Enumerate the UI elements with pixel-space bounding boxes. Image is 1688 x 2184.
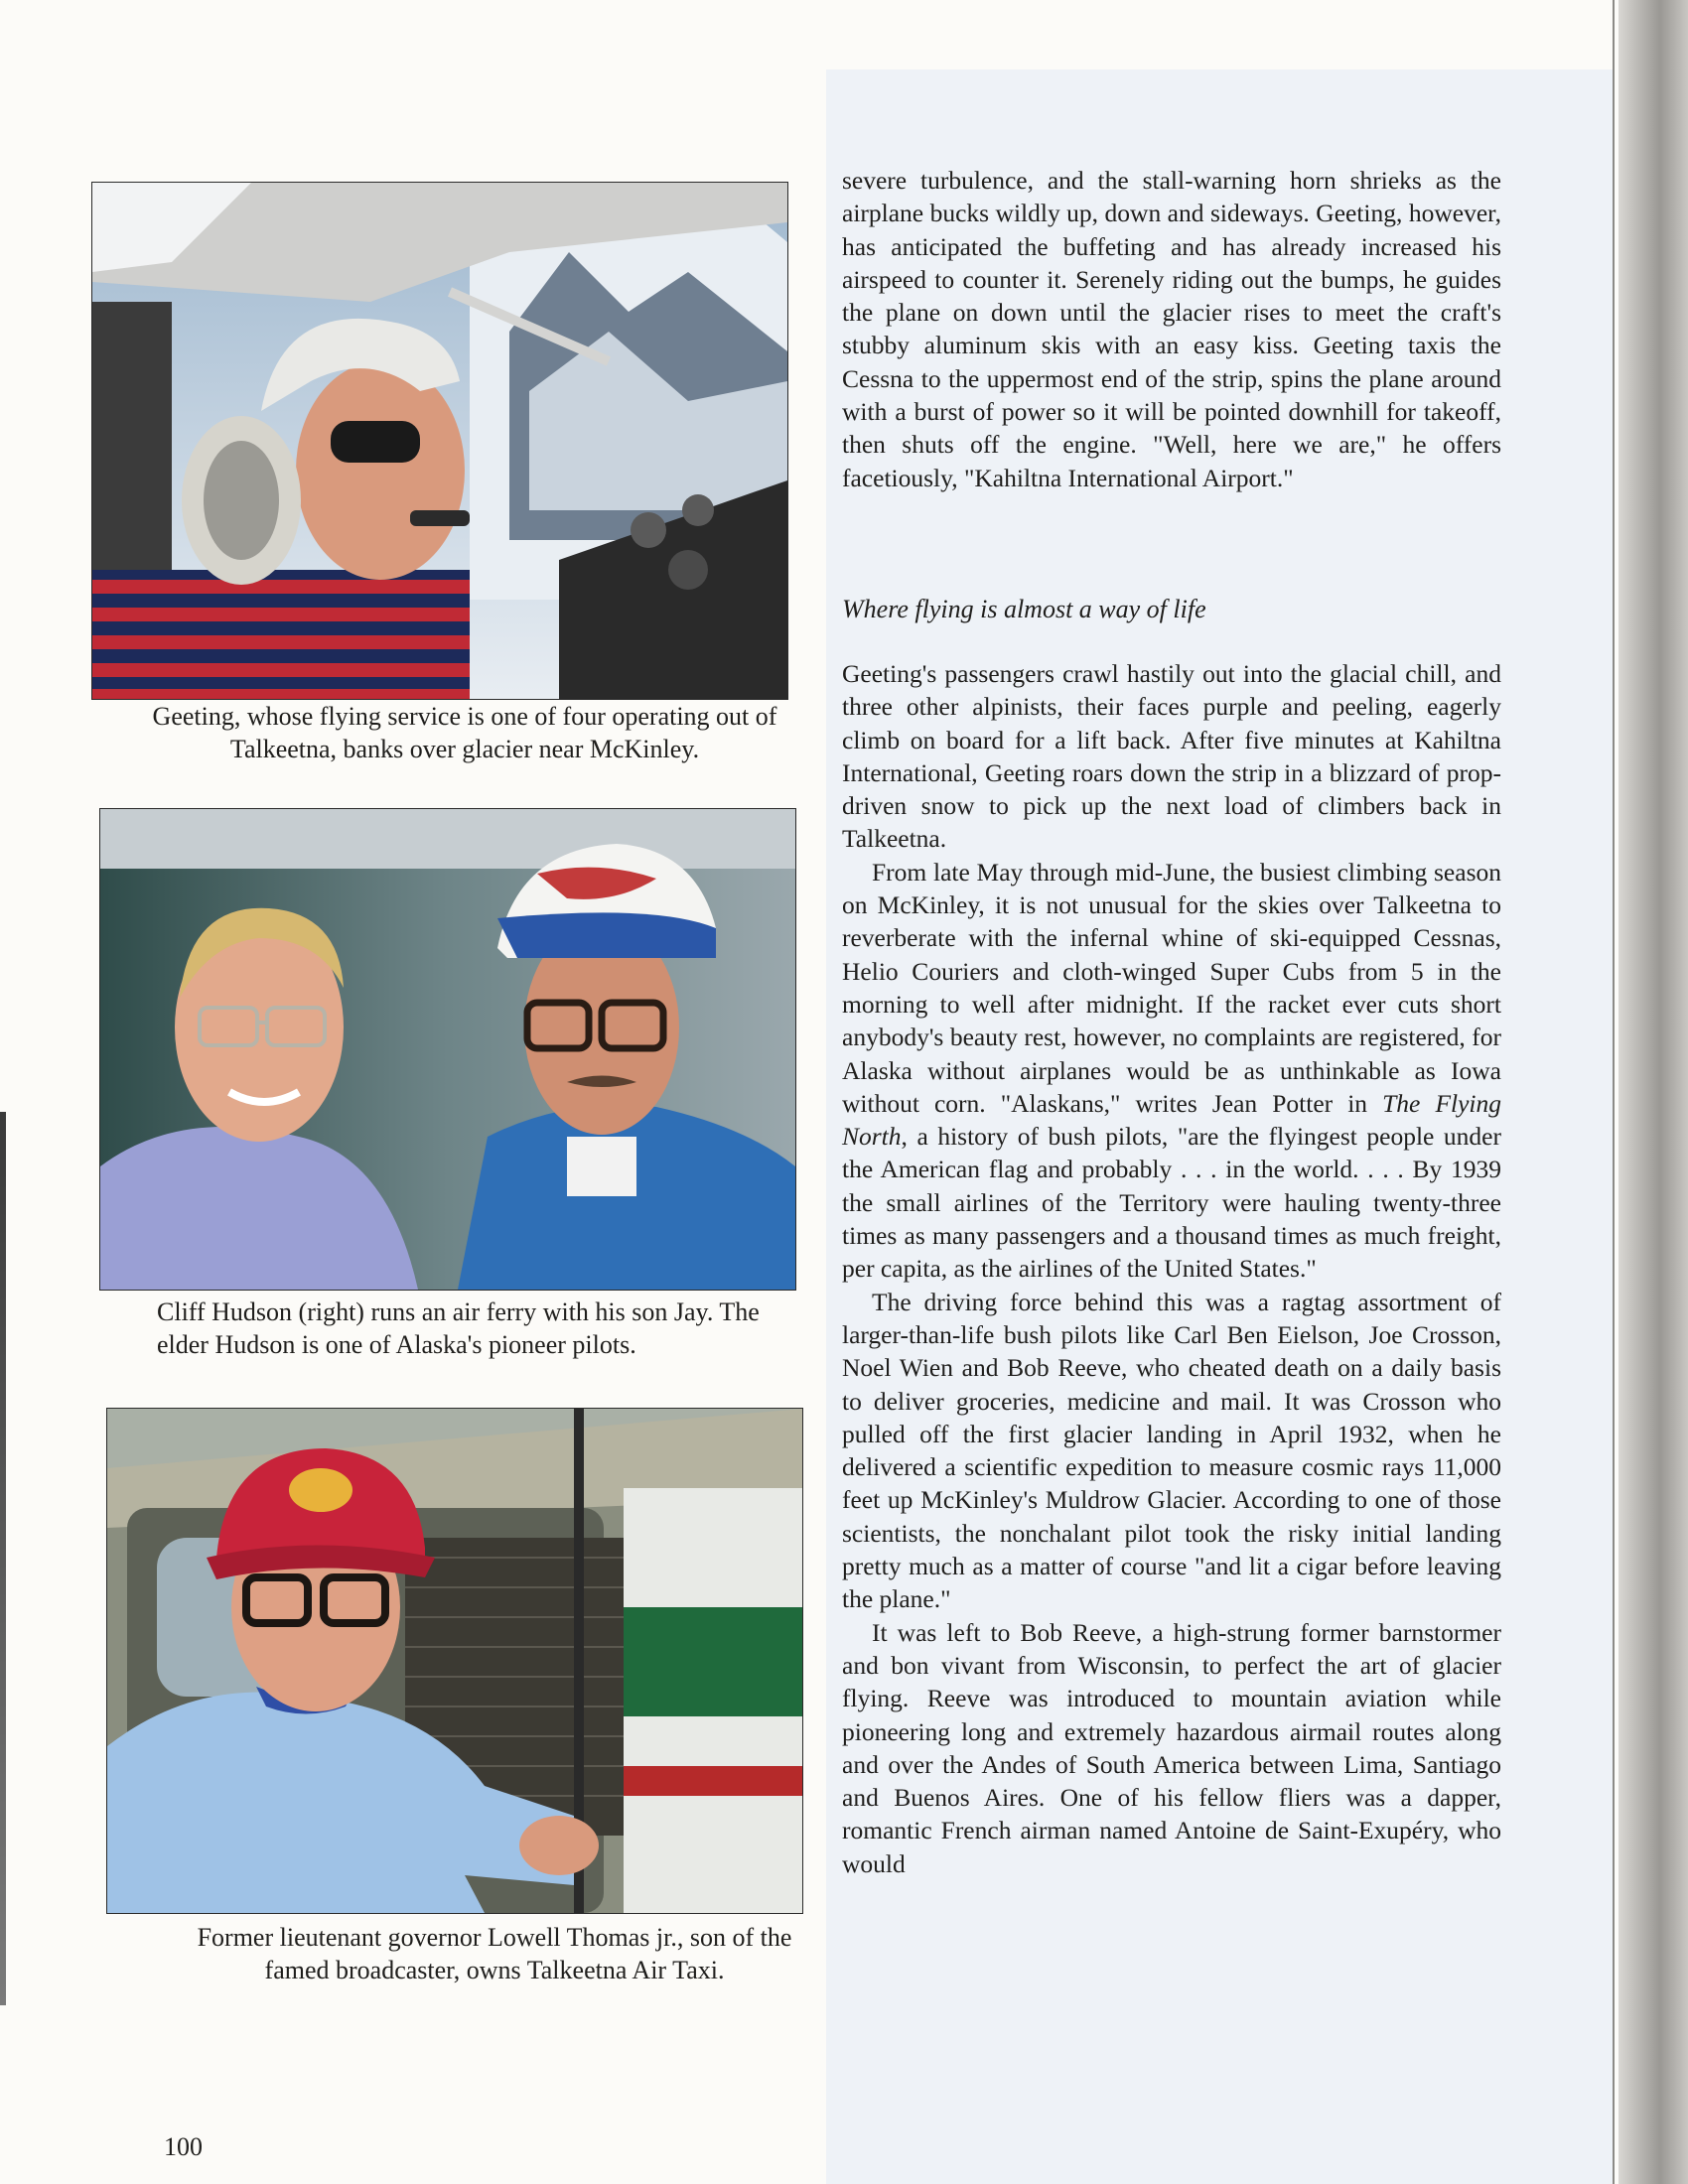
article-subhead: Where flying is almost a way of life [842,595,1206,623]
photo-lowell-thomas [106,1408,803,1914]
page-number: 100 [164,2132,203,2161]
photo-hudson-father-son [99,808,796,1291]
article-paragraph-2-part-a: From late May through mid-June, the busiest climbing season on McKinley, it is not unusual for the skies over Talkeetna to reverberate with the infernal whine of ski-equipped Cessnas, Helio Couriers and cloth-winged Super Cubs from 5 in the morning to well after midnight. If the racket ever cuts short anybody's beauty rest, however, no complaints are registered, for Alaska without airplanes would be as unthinkable as Iowa without corn. "Alaskans," writes Jean Potter in [842,857,1501,1118]
scan-edge-shadow [0,1112,6,2005]
article-paragraph-2-part-b: , a history of bush pilots, "are the flyingest people under the American flag and probably . . . in the world. . . . By 1939 the small airlines of the Territory were hauling twenty-three times as many passengers and a thousand times as much freight, per capita, as the airlines of the United States." [842,1122,1501,1284]
article-paragraph-2 [842,856,1501,1286]
book-title-flying-north: The Flying North [842,1088,1502,1152]
article-paragraph-1: Geeting's passengers crawl hastily out into the glacial chill, and three other alpinists, their faces purple and peeling, eagerly climb on board for a lift back. After five minutes at Kahiltna International, Geeting roars down the strip in a blizzard of prop-driven snow to pick up the next load of climbers back in Talkeetna. [842,659,1501,854]
photo-caption-thomas: Former lieutenant governor Lowell Thomas jr., son of the famed broadcaster, owns Talkeetna Air Taxi. [197,1923,792,1984]
photo-caption-geeting: Geeting, whose flying service is one of four operating out of Talkeetna, banks over glacier near McKinley. [152,702,777,763]
article-paragraph-continued [842,164,1501,494]
article-paragraph-4: It was left to Bob Reeve, a high-strung former barnstormer and bon vivant from Wisconsin, to perfect the art of glacier flying. Reeve was introduced to mountain aviation while pioneering long and extremely hazardous airmail routes along and over the Andes of South America between Lima, Santiago and Buenos Aires. One of his fellow fliers was a dapper, romantic French airman named Antoine de Saint-Exupéry, who would [842,1617,1501,1878]
photo-caption-hudson: Cliff Hudson (right) runs an air ferry with his son Jay. The elder Hudson is one of Alaska's pioneer pilots. [157,1297,760,1359]
photo-pilot-cockpit-image [92,183,787,699]
article-paragraph-continued-text: severe turbulence, and the stall-warning horn shrieks as the airplane bucks wildly up, down and sideways. Geeting, however, has anticipated the buffeting and has already increased his airspeed to counter it. Serenely riding out the bumps, he guides the plane on down until the glacier rises to meet the craft's stubby aluminum skis with an easy kiss. Geeting taxis the Cessna to the uppermost end of the strip, spins the plane around with a burst of power so it will be pointed downhill for takeoff, then shuts off the engine. "Well, here we are," he offers facetiously, "Kahiltna International Airport." [842,166,1501,492]
article-paragraph-3: The driving force behind this was a ragtag assortment of larger-than-life bush pilots like Carl Ben Eielson, Joe Crosson, Noel Wien and Bob Reeve, who cheated death on a daily basis to deliver groceries, medicine and mail. It was Crosson who pulled off the first glacier landing in April 1932, when he delivered a scientific expedition to measure cosmic rays 11,000 feet up McKinley's Muldrow Glacier. According to one of those scientists, the nonchalant pilot took the risky initial landing pretty much as a matter of course "and lit a cigar before leaving the plane." [842,1287,1501,1614]
photo-hudson-image [100,809,795,1290]
photo-lowell-thomas-image [107,1409,802,1913]
photo-pilot-cockpit [91,182,788,700]
article-body [842,657,1501,1880]
gutter-edge-line [1613,0,1615,2184]
page-binding-gutter [1618,0,1688,2184]
